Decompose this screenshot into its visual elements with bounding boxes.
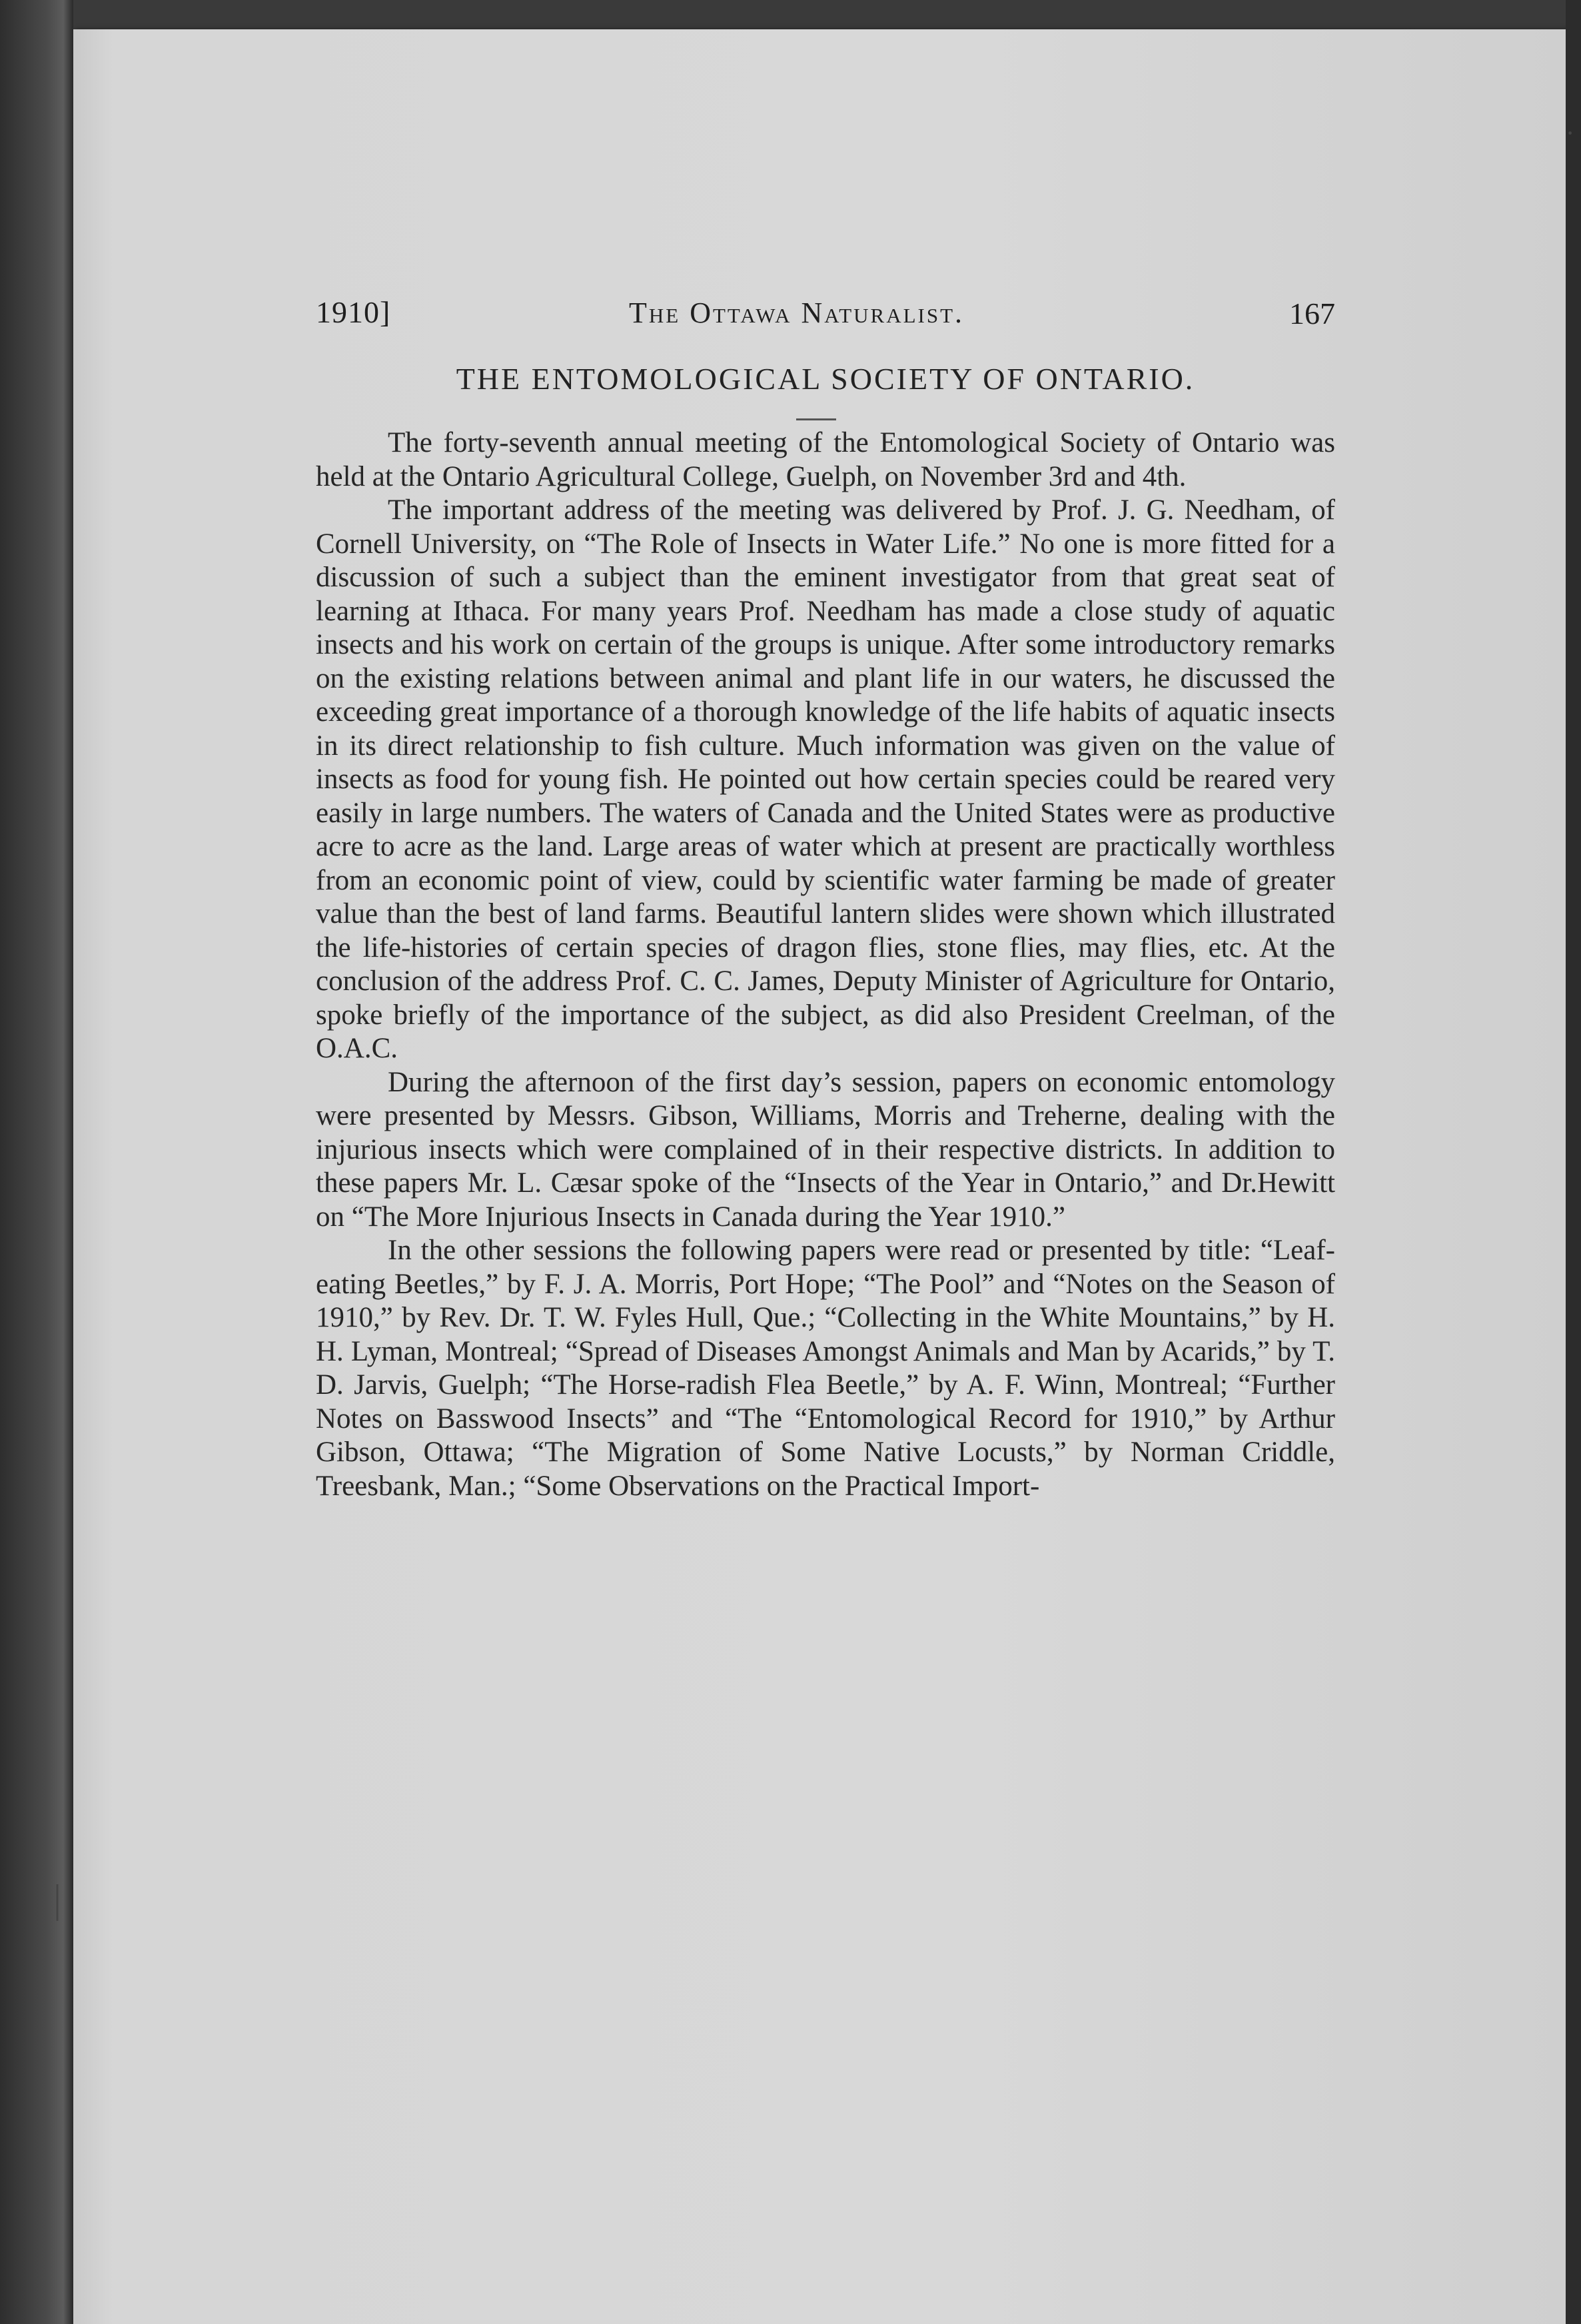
paragraph: During the afternoon of the first day’s session, papers on economic entomology were presented by Messrs. Gibson, Williams, Morris and Treherne, dealing with the injurious insects which were complained of in their respective districts. In addition to these papers Mr. L. Cæsar spoke of the “Insects of the Year in Ontario,” and Dr.Hewitt on “The More Injurious Insects in Canada during the Year 1910.”: [316, 1066, 1335, 1233]
paragraph: In the other sessions the following papers were read or presented by title: “Leaf-eating Beetles,” by F. J. A. Morris, Port Hope; “The Pool” and “Notes on the Season of 1910,” by Rev. Dr. T. W. Fyles Hull, Que.; “Collecting in the White Mountains,” by H. H. Lyman, Montreal; “Spread of Diseases Amongst Animals and Man by Acarids,” by T. D. Jarvis, Guelph; “The Horse-radish Flea Beetle,” by A. F. Winn, Montreal; “Further Notes on Basswood Insects” and “The “Entomological Record for 1910,” by Arthur Gibson, Ottawa; “The Migration of Some Native Locusts,” by Norman Criddle, Treesbank, Man.; “Some Observations on the Practical Import-: [316, 1235, 1335, 1502]
scan-speck: ·: [1566, 118, 1575, 148]
header-year: 1910]: [316, 295, 391, 329]
page-number: 167: [1289, 296, 1335, 330]
scan-binding-edge: [0, 0, 73, 2324]
title-divider: [796, 418, 836, 420]
scan-right-edge: [1566, 0, 1581, 2324]
header-journal-title: The Ottawa Naturalist.: [629, 296, 965, 329]
article-title: THE ENTOMOLOGICAL SOCIETY OF ONTARIO.: [456, 362, 1195, 396]
paragraph: The forty-seventh annual meeting of the Entomological Society of Ontario was held at the Ontario Agricultural College, Guelph, on November 3rd and 4th.: [316, 427, 1335, 492]
scan-speck: |: [53, 1877, 62, 1921]
article-body: [316, 426, 1335, 1503]
paragraph: The important address of the meeting was delivered by Prof. J. G. Needham, of Cornell University, on “The Role of Insects in Water Life.” No one is more fitted for a discussion of such a subject than the eminent investigator from that great seat of learning at Ithaca. For many years Prof. Needham has made a close study of aquatic insects and his work on certain of the groups is unique. After some introductory remarks on the existing relations between animal and plant life in our waters, he discussed the exceeding great importance of a thorough knowledge of the life habits of aquatic insects in its direct relationship to fish culture. Much information was given on the value of insects as food for young fish. He pointed out how certain species could be reared very easily in large numbers. The waters of Canada and the United States were as productive acre to acre as the land. Large areas of water which at present are practically worthless from an economic point of view, could by scientific water farming be made of greater value than the best of land farms. Beautiful lantern slides were shown which illustrated the life-histories of certain species of dragon flies, stone flies, may flies, etc. At the conclusion of the address Prof. C. C. James, Deputy Minister of Agriculture for Ontario, spoke briefly of the importance of the subject, as did also President Creelman, of the O.A.C.: [316, 494, 1335, 1064]
running-header: [316, 294, 1335, 334]
